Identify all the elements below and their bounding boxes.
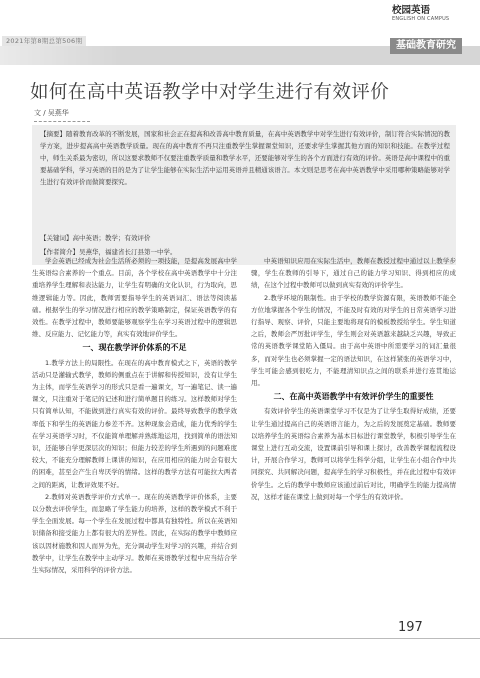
body-paragraph: 1.教学方法上的局限性。在现在的高中教育模式之下，英语的教学活动只是灌输式教学，教师的侧重点在于讲解和传授知识，没有让学生为主体，而学生英语学习的形式只是看一遍课文，写一遍笔记、读一遍课文，只注重对于笔记的记述和进行简单题目的练习。这样教师对学生只有简单认知，不能做到进行真实有效的评价。最终导致教学的教学效率低下和学生的英语能力参差不齐。这种现象会造成，能力优秀的学生在学习英语学习时，不仅能简单理解并熟练地运用，找到简单的语法知识，还能够自学更深层次的知识；但能力较差的学生所遇到的问题难度较大，不能充分理解教师上课讲的知识，在应用相应的能力时会有很大的困难，甚至会产生自卑厌学的情绪。这样的教学方法有可能拉大两者之间的距离，让教评效果不好。 xyxy=(32,358,237,489)
body-paragraph: 学会英语已经成为社会生活所必须的一项技能，是提高发展高中学生英语综合素养的一个重点。目前，各个学校在高中英语教学中十分注重培养学生理解和表达能力，让学生有明确的文化认识，行为取向，思维逻辑能力等。因此，教师需要指导学生的英语词汇、语法等阅读基础。根据学生的学习情况进行相应的教学策略制定，保证英语教学的有效性。在教学过程中，教师要能够观察学生在学习英语过程中的逻辑思维、反应能力、记忆能力等，真实有效地评价学生。 xyxy=(32,257,237,339)
brand-name-en: ENGLISH ON CAMPUS xyxy=(392,16,450,22)
keywords: 【关键词】高中英语；教学；有效评价 xyxy=(40,234,151,242)
page-number: 197 xyxy=(398,620,423,635)
body-paragraph: 2.教学环境的限制性。由于学校的教学资源有限，英语教师不能全方位地掌握各个学生的情况，不能及时有效的对学生的日常英语学习进行指导、观察、评价，只能主要地将现有的模板教授给学生。学生知道之后，教师会严厉批评学生，学生则会对英语越来越缺乏兴趣，导致正常的英语教学课堂陷入僵局。由于高中英语中所需要学习的词汇量很多，而对学生也必须掌握一定的语法知识，在这样紧张的英语学习中，学生可能会感到很吃力，不能理清知识点之间的联系并进行连贯地运用。 xyxy=(251,293,456,388)
abstract xyxy=(40,128,450,188)
author-divider xyxy=(34,121,90,122)
section-heading: 一、现在教学评价体系的不足 xyxy=(82,343,187,353)
body-paragraph: 中英语知识应用在实际生活中，教师在教授过程中通过以上教学步骤，学生在教师的引导下，通过自己的能力学习知识、得到相应的成绩，在这个过程中教师可以做到真实有效的评价学生。 xyxy=(251,257,456,290)
issue-tag: 2021年第8期总第506期 xyxy=(2,36,86,46)
header-band-highlight xyxy=(0,46,120,65)
body-column-right xyxy=(251,255,456,612)
footer-rule xyxy=(0,638,480,639)
abstract-label: 【摘要】 xyxy=(40,130,67,138)
section-heading: 二、在高中英语教学中有效评价学生的重要性 xyxy=(273,392,434,402)
brand-name: 校园英语 xyxy=(392,5,431,16)
body-paragraph: 2.教师对英语教学评价方式单一。现在的英语教学评价体系，主要以分数去评价学生，而忽略了学生能力的培养，这样的教学模式不利于学生全面发展。每一个学生在发展过程中都具有独特性。所以在英语知识储备和接受能力上都有很大的差异性。因此，在实际的教学中教师应该以因材施教和因人而异为先，充分调动学生对学习的兴趣，并结合到教学中，让学生在教学中主动学习。教师在英语教学过程中应当结合学生实际情况，采用科学的评价方法。 xyxy=(32,492,237,575)
article-title: 如何在高中英语教学中对学生进行有效评价 xyxy=(30,82,390,103)
journal-brand xyxy=(392,5,472,22)
article-author: 文 / 吴燕华 xyxy=(34,109,69,117)
section-label: 基础教育研究 xyxy=(390,38,462,54)
author-intro: 【作者简介】吴燕华，福建省长汀县第一中学。 xyxy=(40,248,177,256)
body-column-left xyxy=(32,255,237,612)
body-paragraph: 有效评价学生的英语课堂学习不仅是为了让学生取得好成绩，还要让学生通过提高自己的英语语言能力，为之后的发展奠定基础。教师要以培养学生的英语综合素养为基本目标进行课堂教学，积极引导学生在课堂上进行互动交流，设置课前引导和课上探讨，改善教学课程流程设计，开展合作学习，教师可以将学生科学分组，让学生在小组合作中共同探究、共同解决问题，提高学生的学习积极性，并在此过程中有效评价学生。之后的教学中教师应该通过前后对比，明确学生的能力提高情况，这样才能在课堂上做到对每一个学生的有效评价。 xyxy=(251,407,456,501)
abstract-text: 随着教育改革的不断发展，国家和社会正在提高和改善高中教育质量，在高中英语教学中对学生进行有效评价，制订符合实际情况的教学方案，进步提高高中英语教学质量。现在的高中教育不再只注重教学生掌握课堂知识，还要求学生掌握其他方面的知识和技能。在教学过程中，师生关系最为密切，所以这要求教师不仅要注重教学质量和教学水平，还要能够对学生的各个方面进行有效的评价。英语是高中课程中的重要基础学科，学习英语的目的是为了让学生能够在实际生活中运用英语并且精通该语言。本文则是思考在高中英语教学中采用哪种策略能够对学生进行有效评价而做简要探究。 xyxy=(40,130,451,186)
